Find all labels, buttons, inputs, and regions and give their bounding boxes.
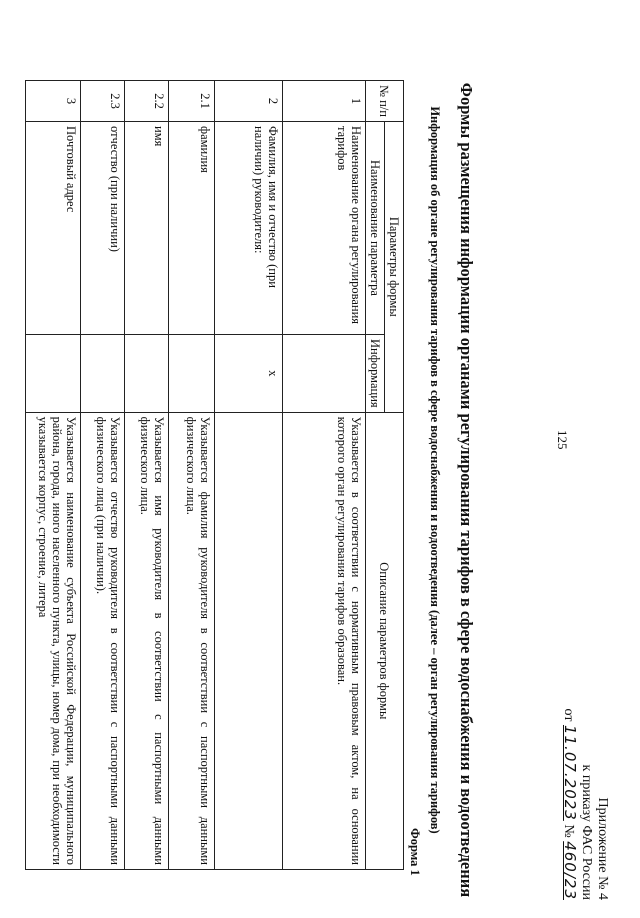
header-description: Описание параметров формы xyxy=(366,412,404,869)
row-name: фамилия xyxy=(169,122,215,335)
row-num: 2 xyxy=(215,81,283,122)
table-header-row xyxy=(385,81,404,870)
page-number: 125 xyxy=(555,430,570,450)
row-info xyxy=(283,335,366,413)
header-num: № п/п xyxy=(366,81,404,122)
row-description: Указывается фамилия руководителя в соответствии с паспортными данными физического лица. xyxy=(169,412,215,869)
row-name: имя xyxy=(125,122,169,335)
row-name: Почтовый адрес xyxy=(26,122,81,335)
row-description: Указывается в соответствии с нормативным правовым актом, на основании которого орган регулирования тарифов образован. xyxy=(283,412,366,869)
table-row xyxy=(283,81,366,870)
appendix-block xyxy=(560,660,610,900)
row-num: 2.1 xyxy=(169,81,215,122)
appendix-title: Приложение № 4 xyxy=(595,797,610,900)
appendix-order: к приказу ФАС России xyxy=(579,764,594,900)
row-info xyxy=(81,335,125,413)
row-info xyxy=(169,335,215,413)
row-name: Фамилия, имя и отчество (при наличии) руководителя: xyxy=(215,122,283,335)
row-info xyxy=(26,335,81,413)
header-params-group: Параметры формы xyxy=(385,122,404,413)
appendix-number: 460/23 xyxy=(561,841,579,900)
table-row xyxy=(215,81,283,870)
row-info xyxy=(125,335,169,413)
row-description: Указывается наименование субъекта Российской Федерации, муниципального района, города, иного населенного пункта, улицы, номер дома, при необходимости указывается корпус, строение, литера xyxy=(26,412,81,869)
form-label: Форма 1 xyxy=(408,828,422,876)
header-param-name: Наименование параметра xyxy=(366,122,385,335)
form-table xyxy=(25,80,404,870)
row-num: 3 xyxy=(26,81,81,122)
table-row xyxy=(169,81,215,870)
row-num: 1 xyxy=(283,81,366,122)
row-name: отчество (при наличии) xyxy=(81,122,125,335)
row-name: Наименование органа регулирования тарифов xyxy=(283,122,366,335)
row-num: 2.3 xyxy=(81,81,125,122)
table-row xyxy=(26,81,81,870)
appendix-date-line xyxy=(560,660,578,900)
row-description: Указывается имя руководителя в соответствии с паспортными данными физического лица. xyxy=(125,412,169,869)
row-info: x xyxy=(215,335,283,413)
document-title: Формы размещения информации органами регулирования тарифов в сфере водоснабжения и водоотведения xyxy=(457,82,476,898)
row-description: Указывается отчество руководителя в соответствии с паспортными данными физического лица (при наличии). xyxy=(81,412,125,869)
header-info: Информация xyxy=(366,335,385,413)
appendix-date-prefix: от xyxy=(561,708,576,722)
form-subtitle: Информация об органе регулирования тарифов в сфере водоснабжения и водоотведения (далее – орган регулирования тарифов) xyxy=(428,106,442,834)
appendix-date: 11.07.2023 xyxy=(561,724,579,821)
table-row xyxy=(125,81,169,870)
row-num: 2.2 xyxy=(125,81,169,122)
table-row xyxy=(81,81,125,870)
row-description xyxy=(215,412,283,869)
appendix-number-prefix: № xyxy=(561,824,576,838)
